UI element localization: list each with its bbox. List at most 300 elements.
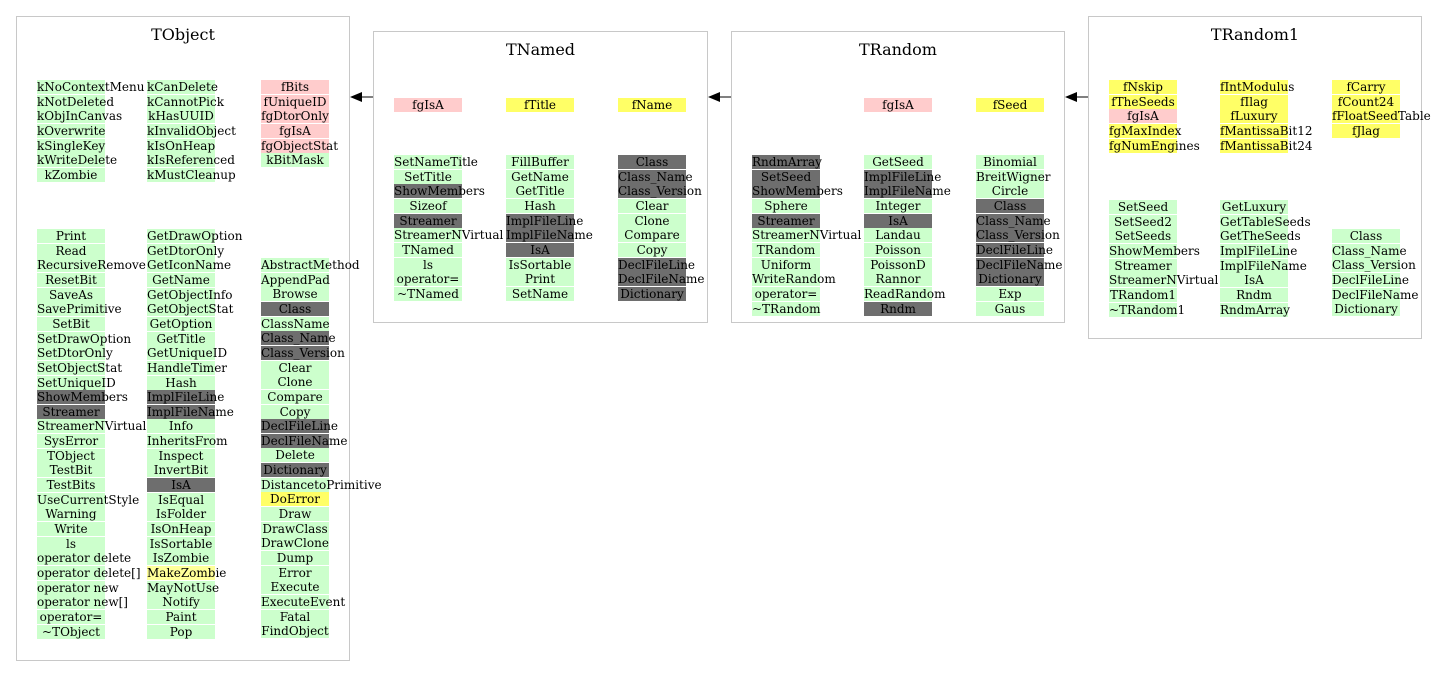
member-fseed[interactable] xyxy=(976,98,1044,112)
member-invertbit[interactable] xyxy=(147,463,215,477)
member-label: MakeZombie xyxy=(147,565,227,580)
member-kisonheap[interactable] xyxy=(147,139,215,153)
member-setnametitle[interactable] xyxy=(394,155,478,169)
class-box-trandom xyxy=(731,31,1065,323)
member-label: IsA xyxy=(1244,273,1264,288)
member-label: fIntModulus xyxy=(1220,80,1295,94)
member-kbitmask[interactable] xyxy=(261,153,329,167)
member-label: ReadRandom xyxy=(864,286,946,301)
member-label: GetTheSeeds xyxy=(1220,229,1301,244)
member-fname[interactable] xyxy=(618,98,686,112)
member-streamer[interactable] xyxy=(394,214,462,228)
member-label: ShowMembers xyxy=(394,184,485,199)
member-label: Integer xyxy=(875,198,921,213)
member-showmembers[interactable] xyxy=(1109,243,1200,258)
member-operator[interactable] xyxy=(37,610,105,624)
member-dictionary[interactable] xyxy=(976,272,1044,286)
member-showmembers[interactable] xyxy=(37,390,128,405)
member-inspect[interactable] xyxy=(147,449,215,463)
member-label: ImplFileName xyxy=(506,228,593,243)
member-execute[interactable] xyxy=(261,580,329,594)
member-handletimer[interactable] xyxy=(147,360,228,375)
member-fluxury[interactable] xyxy=(1220,109,1288,123)
member-label: StreamerNVirtual xyxy=(752,228,862,243)
member-label: SaveAs xyxy=(48,287,94,302)
member-label: fCount24 xyxy=(1337,94,1395,109)
member-drawclass[interactable] xyxy=(261,522,329,536)
member-fcount24[interactable] xyxy=(1332,95,1400,109)
member-class[interactable] xyxy=(618,155,686,169)
member-label: ResetBit xyxy=(45,272,97,287)
member-implfilename[interactable] xyxy=(506,228,593,243)
class-title: TObject xyxy=(151,25,215,44)
member-kzombie[interactable] xyxy=(37,168,105,182)
member-setdtoronly[interactable] xyxy=(37,346,113,361)
member-label: DoError xyxy=(269,492,321,507)
member-info[interactable] xyxy=(147,419,215,433)
member-getseed[interactable] xyxy=(864,155,932,169)
member-khasuuid[interactable] xyxy=(147,109,215,123)
member-label: ~TRandom xyxy=(752,301,821,316)
member-print[interactable] xyxy=(506,272,574,286)
member-label: HandleTimer xyxy=(147,360,228,375)
member-implfilename[interactable] xyxy=(1220,258,1307,273)
member-label: Class xyxy=(635,155,669,169)
member-clear[interactable] xyxy=(261,361,329,375)
member-fbits[interactable] xyxy=(261,80,329,94)
member-copy[interactable] xyxy=(261,405,329,419)
member-declfileline[interactable] xyxy=(261,419,339,434)
member-drawclone[interactable] xyxy=(261,536,329,550)
member-setuniqueid[interactable] xyxy=(37,375,116,390)
member-iszombie[interactable] xyxy=(147,551,215,565)
member-declfileline[interactable] xyxy=(976,242,1054,257)
member-operator[interactable] xyxy=(394,272,462,286)
member-setbit[interactable] xyxy=(37,317,105,331)
member-label: Compare xyxy=(267,389,323,404)
member-declfilename[interactable] xyxy=(261,433,348,448)
member-label: ShowMembers xyxy=(1109,243,1200,258)
member-class-name[interactable] xyxy=(261,331,336,346)
member-appendpad[interactable] xyxy=(261,273,329,287)
member-label: TestBits xyxy=(46,478,96,493)
member-clone[interactable] xyxy=(261,375,329,389)
member-dictionary[interactable] xyxy=(261,463,329,477)
member-compare[interactable] xyxy=(618,228,686,242)
member-streamernvirtual[interactable] xyxy=(752,228,862,243)
member-class-name[interactable] xyxy=(618,169,693,184)
member-dump[interactable] xyxy=(261,551,329,565)
member-streamernvirtual[interactable] xyxy=(394,228,504,243)
member-label: ShowMembers xyxy=(37,390,128,405)
member-label: DrawClone xyxy=(261,536,329,551)
member-getobjectstat[interactable] xyxy=(147,302,234,317)
member-fmantissabit12[interactable] xyxy=(1220,123,1313,138)
member-warning[interactable] xyxy=(37,507,105,521)
member-getdtoronly[interactable] xyxy=(147,243,225,258)
member-label: kBitMask xyxy=(266,153,324,168)
member-kmustcleanup[interactable] xyxy=(147,167,236,182)
member-label: operator= xyxy=(396,272,460,287)
member-operator-new[interactable] xyxy=(37,595,128,610)
member-declfilename[interactable] xyxy=(976,257,1063,272)
member-browse[interactable] xyxy=(261,287,329,301)
member-getdrawoption[interactable] xyxy=(147,229,243,243)
member-usecurrentstyle[interactable] xyxy=(37,492,140,507)
member-ls[interactable] xyxy=(37,537,105,551)
member-syserror[interactable] xyxy=(37,434,105,448)
member-label: Circle xyxy=(991,184,1029,199)
member-label: IsFolder xyxy=(155,507,207,522)
member-draw[interactable] xyxy=(261,507,329,521)
member-executeevent[interactable] xyxy=(261,594,346,609)
member-clear[interactable] xyxy=(618,199,686,213)
member-class-version[interactable] xyxy=(618,184,702,199)
member-class-version[interactable] xyxy=(976,228,1060,243)
member-showmembers[interactable] xyxy=(394,184,485,199)
member-trandom1[interactable] xyxy=(1109,302,1186,317)
member-label: Print xyxy=(55,229,87,243)
member-rannor[interactable] xyxy=(864,272,932,286)
member-label: kObjInCanvas xyxy=(37,109,123,124)
member-operator-delete[interactable] xyxy=(37,551,132,566)
member-read[interactable] xyxy=(37,244,105,258)
member-settitle[interactable] xyxy=(394,170,462,184)
member-filag[interactable] xyxy=(1220,95,1288,109)
member-label: fgIsA xyxy=(1127,109,1159,124)
member-implfileline[interactable] xyxy=(864,169,942,184)
member-class[interactable] xyxy=(976,199,1044,213)
member-getuniqueid[interactable] xyxy=(147,346,228,361)
member-label: GetName xyxy=(511,169,569,184)
member-gettableseeds[interactable] xyxy=(1220,214,1311,229)
member-label: ~TNamed xyxy=(397,286,459,301)
member-label: IsEqual xyxy=(157,492,205,507)
member-classname[interactable] xyxy=(261,317,329,331)
member-declfilename[interactable] xyxy=(1332,287,1419,302)
member-label: RndmArray xyxy=(1220,302,1290,317)
member-fgisa[interactable] xyxy=(261,124,329,138)
member-label: ImplFileLine xyxy=(506,213,584,228)
member-write[interactable] xyxy=(37,522,105,536)
member-dictionary[interactable] xyxy=(618,287,686,301)
member-getobjectinfo[interactable] xyxy=(147,287,233,302)
member-fillbuffer[interactable] xyxy=(506,155,574,169)
member-gettitle[interactable] xyxy=(147,332,215,346)
member-label: ~TObject xyxy=(42,624,100,639)
member-trandom[interactable] xyxy=(752,243,820,257)
member-inheritsfrom[interactable] xyxy=(147,434,228,449)
member-declfileline[interactable] xyxy=(618,257,696,272)
member-label: Class_Version xyxy=(976,228,1060,243)
member-rndmarray[interactable] xyxy=(1220,303,1288,317)
member-getname[interactable] xyxy=(147,273,215,287)
member-label: fgDtorOnly xyxy=(261,109,329,124)
member-isfolder[interactable] xyxy=(147,507,215,521)
member-label: SetName xyxy=(511,286,569,301)
member-class[interactable] xyxy=(1332,229,1400,243)
member-kobjincanvas[interactable] xyxy=(37,109,123,124)
member-hash[interactable] xyxy=(147,376,215,390)
member-label: ShowMembers xyxy=(752,184,843,199)
member-pop[interactable] xyxy=(147,625,215,639)
member-koverwrite[interactable] xyxy=(37,124,105,138)
member-fgdtoronly[interactable] xyxy=(261,109,329,123)
member-tnamed[interactable] xyxy=(394,287,462,301)
member-knotdeleted[interactable] xyxy=(37,94,115,109)
member-tobject[interactable] xyxy=(37,625,105,639)
member-implfilename[interactable] xyxy=(864,184,951,199)
member-implfileline[interactable] xyxy=(1220,243,1298,258)
member-kinvalidobject[interactable] xyxy=(147,123,236,138)
member-label: IsZombie xyxy=(152,551,210,566)
member-label: IsA xyxy=(530,242,550,257)
member-label: Delete xyxy=(275,448,315,463)
member-gettitle[interactable] xyxy=(506,184,574,198)
member-isa[interactable] xyxy=(1220,273,1288,287)
member-label: GetIconName xyxy=(147,258,232,273)
member-showmembers[interactable] xyxy=(752,184,843,199)
member-binomial[interactable] xyxy=(976,155,1044,169)
member-error[interactable] xyxy=(261,566,329,580)
class-title: TRandom xyxy=(859,40,937,59)
member-getname[interactable] xyxy=(506,170,574,184)
member-tnamed[interactable] xyxy=(394,243,462,257)
member-resetbit[interactable] xyxy=(37,273,105,287)
member-integer[interactable] xyxy=(864,199,932,213)
member-readrandom[interactable] xyxy=(864,286,946,301)
member-trandom[interactable] xyxy=(752,302,820,316)
member-implfileline[interactable] xyxy=(506,213,584,228)
member-trandom1[interactable] xyxy=(1109,288,1177,302)
member-label: kMustCleanup xyxy=(147,167,236,182)
member-label: SetSeed xyxy=(760,169,812,184)
member-label: Fatal xyxy=(279,609,311,624)
member-label: InvertBit xyxy=(153,463,209,478)
member-class-version[interactable] xyxy=(261,345,345,360)
member-ftitle[interactable] xyxy=(506,98,574,112)
member-label: ImplFileName xyxy=(1220,258,1307,273)
member-label: SetNameTitle xyxy=(394,155,478,169)
member-getluxury[interactable] xyxy=(1220,200,1288,214)
member-abstractmethod[interactable] xyxy=(261,258,360,272)
member-implfileline[interactable] xyxy=(147,390,225,405)
member-label: SetDrawOption xyxy=(37,331,132,346)
member-findobject[interactable] xyxy=(261,624,329,638)
member-label: fName xyxy=(631,98,673,112)
member-class-name[interactable] xyxy=(976,213,1051,228)
member-kwritedelete[interactable] xyxy=(37,153,118,168)
member-fintmodulus[interactable] xyxy=(1220,80,1295,94)
member-delete[interactable] xyxy=(261,448,329,462)
member-implfilename[interactable] xyxy=(147,404,234,419)
member-label: Landau xyxy=(875,228,921,243)
member-streamernvirtual[interactable] xyxy=(37,419,147,434)
member-fgmaxindex[interactable] xyxy=(1109,123,1182,138)
member-fmantissabit24[interactable] xyxy=(1220,138,1313,153)
member-label: Dictionary xyxy=(978,272,1042,287)
member-maynotuse[interactable] xyxy=(147,580,220,595)
member-setname[interactable] xyxy=(506,287,574,301)
member-label: Dictionary xyxy=(263,463,327,478)
member-testbits[interactable] xyxy=(37,478,105,492)
member-fcarry[interactable] xyxy=(1332,80,1400,94)
member-label: Copy xyxy=(636,242,668,257)
member-label: Binomial xyxy=(983,155,1037,169)
member-saveas[interactable] xyxy=(37,288,105,302)
member-label: fNskip xyxy=(1123,80,1163,94)
member-label: BreitWigner xyxy=(976,169,1051,184)
member-setseed[interactable] xyxy=(752,170,820,184)
member-circle[interactable] xyxy=(976,184,1044,198)
member-sizeof[interactable] xyxy=(394,199,462,213)
member-makezombie[interactable] xyxy=(147,565,227,580)
member-landau[interactable] xyxy=(864,228,932,242)
member-label: Inspect xyxy=(158,448,204,463)
member-setseed2[interactable] xyxy=(1109,215,1177,229)
member-issortable[interactable] xyxy=(147,537,215,551)
member-fgisa[interactable] xyxy=(1109,109,1177,123)
member-label: GetUniqueID xyxy=(147,346,228,361)
member-poissond[interactable] xyxy=(864,258,932,272)
member-recursiveremove[interactable] xyxy=(37,258,146,273)
member-doerror[interactable] xyxy=(261,492,329,506)
member-operator[interactable] xyxy=(752,287,820,301)
member-operator-delete[interactable] xyxy=(37,565,141,580)
member-label: fgNumEngines xyxy=(1109,138,1200,153)
member-label: SetSeed2 xyxy=(1114,214,1172,229)
member-kisreferenced[interactable] xyxy=(147,153,235,168)
member-isequal[interactable] xyxy=(147,493,215,507)
member-label: Class xyxy=(278,301,312,316)
member-label: MayNotUse xyxy=(147,580,220,595)
member-class-version[interactable] xyxy=(1332,258,1416,273)
member-fgobjectstat[interactable] xyxy=(261,138,339,153)
member-breitwigner[interactable] xyxy=(976,169,1051,184)
member-label: Dictionary xyxy=(620,286,684,301)
member-isa[interactable] xyxy=(864,214,932,228)
member-isonheap[interactable] xyxy=(147,522,215,536)
member-paint[interactable] xyxy=(147,610,215,624)
member-compare[interactable] xyxy=(261,390,329,404)
member-class[interactable] xyxy=(261,302,329,316)
member-kcandelete[interactable] xyxy=(147,80,218,94)
member-geticonname[interactable] xyxy=(147,258,232,273)
member-poisson[interactable] xyxy=(864,243,932,257)
member-label: TObject xyxy=(47,448,95,463)
member-dictionary[interactable] xyxy=(1332,302,1400,316)
member-ksinglekey[interactable] xyxy=(37,139,105,153)
member-declfileline[interactable] xyxy=(1332,272,1410,287)
member-label: Error xyxy=(278,565,312,580)
member-hash[interactable] xyxy=(506,199,574,213)
member-gettheseeds[interactable] xyxy=(1220,229,1301,244)
member-fgisa[interactable] xyxy=(864,98,932,112)
member-setdrawoption[interactable] xyxy=(37,331,132,346)
member-label: StreamerNVirtual xyxy=(1109,273,1219,288)
member-ftheseeds[interactable] xyxy=(1109,95,1177,109)
member-ffloatseedtable[interactable] xyxy=(1332,109,1431,124)
member-exp[interactable] xyxy=(976,287,1044,301)
member-label: GetObjectInfo xyxy=(147,287,233,302)
member-ls[interactable] xyxy=(394,258,462,272)
member-distancetoprimitive[interactable] xyxy=(261,477,382,492)
member-label: Clone xyxy=(634,213,670,228)
member-label: Hash xyxy=(524,198,556,213)
member-clone[interactable] xyxy=(618,214,686,228)
member-issortable[interactable] xyxy=(506,258,574,272)
member-label: fFloatSeedTable xyxy=(1332,109,1431,124)
member-label: GetLuxury xyxy=(1221,200,1287,214)
member-label: SetObjectStat xyxy=(37,360,123,375)
member-label: AbstractMethod xyxy=(261,258,360,272)
member-tobject[interactable] xyxy=(37,449,105,463)
member-label: Warning xyxy=(45,507,97,522)
member-notify[interactable] xyxy=(147,595,215,609)
member-streamer[interactable] xyxy=(1109,259,1177,273)
member-sphere[interactable] xyxy=(752,199,820,213)
member-label: fMantissaBit12 xyxy=(1220,123,1313,138)
member-fgnumengines[interactable] xyxy=(1109,138,1200,153)
member-label: Hash xyxy=(165,375,197,390)
member-knocontextmenu[interactable] xyxy=(37,80,145,94)
member-fgisa[interactable] xyxy=(394,98,462,112)
member-label: kCannotPick xyxy=(147,94,225,109)
member-getoption[interactable] xyxy=(147,317,215,331)
member-print[interactable] xyxy=(37,229,105,243)
member-rndmarray[interactable] xyxy=(752,155,820,169)
member-label: GetDrawOption xyxy=(147,229,243,243)
member-setseeds[interactable] xyxy=(1109,229,1177,243)
member-kcannotpick[interactable] xyxy=(147,94,225,109)
member-rndm[interactable] xyxy=(864,302,932,316)
member-setobjectstat[interactable] xyxy=(37,360,123,375)
member-writerandom[interactable] xyxy=(752,272,836,287)
member-declfilename[interactable] xyxy=(618,272,705,287)
member-label: fTitle xyxy=(523,98,557,112)
member-isa[interactable] xyxy=(147,478,215,492)
member-funiqueid[interactable] xyxy=(261,95,329,109)
member-fjlag[interactable] xyxy=(1332,124,1400,138)
member-copy[interactable] xyxy=(618,243,686,257)
member-label: ImplFileLine xyxy=(147,390,225,405)
member-setseed[interactable] xyxy=(1109,200,1177,214)
member-uniform[interactable] xyxy=(752,258,820,272)
member-testbit[interactable] xyxy=(37,463,105,477)
member-gaus[interactable] xyxy=(976,302,1044,316)
member-streamer[interactable] xyxy=(37,405,105,419)
member-label: kOverwrite xyxy=(37,123,106,138)
member-label: ls xyxy=(66,536,76,551)
member-fnskip[interactable] xyxy=(1109,80,1177,94)
member-label: Write xyxy=(54,522,88,536)
member-fatal[interactable] xyxy=(261,610,329,624)
member-saveprimitive[interactable] xyxy=(37,302,122,317)
member-streamernvirtual[interactable] xyxy=(1109,273,1219,288)
member-label: Rndm xyxy=(880,301,916,316)
member-label: TRandom1 xyxy=(1109,287,1177,302)
member-label: DeclFileLine xyxy=(976,242,1054,257)
member-isa[interactable] xyxy=(506,243,574,257)
member-rndm[interactable] xyxy=(1220,288,1288,302)
member-label: fgIsA xyxy=(279,123,311,138)
member-label: fSeed xyxy=(992,98,1028,112)
member-streamer[interactable] xyxy=(752,214,820,228)
member-label: GetName xyxy=(152,272,210,287)
member-class-name[interactable] xyxy=(1332,243,1407,258)
member-label: ImplFileLine xyxy=(1220,243,1298,258)
member-operator-new[interactable] xyxy=(37,580,119,595)
